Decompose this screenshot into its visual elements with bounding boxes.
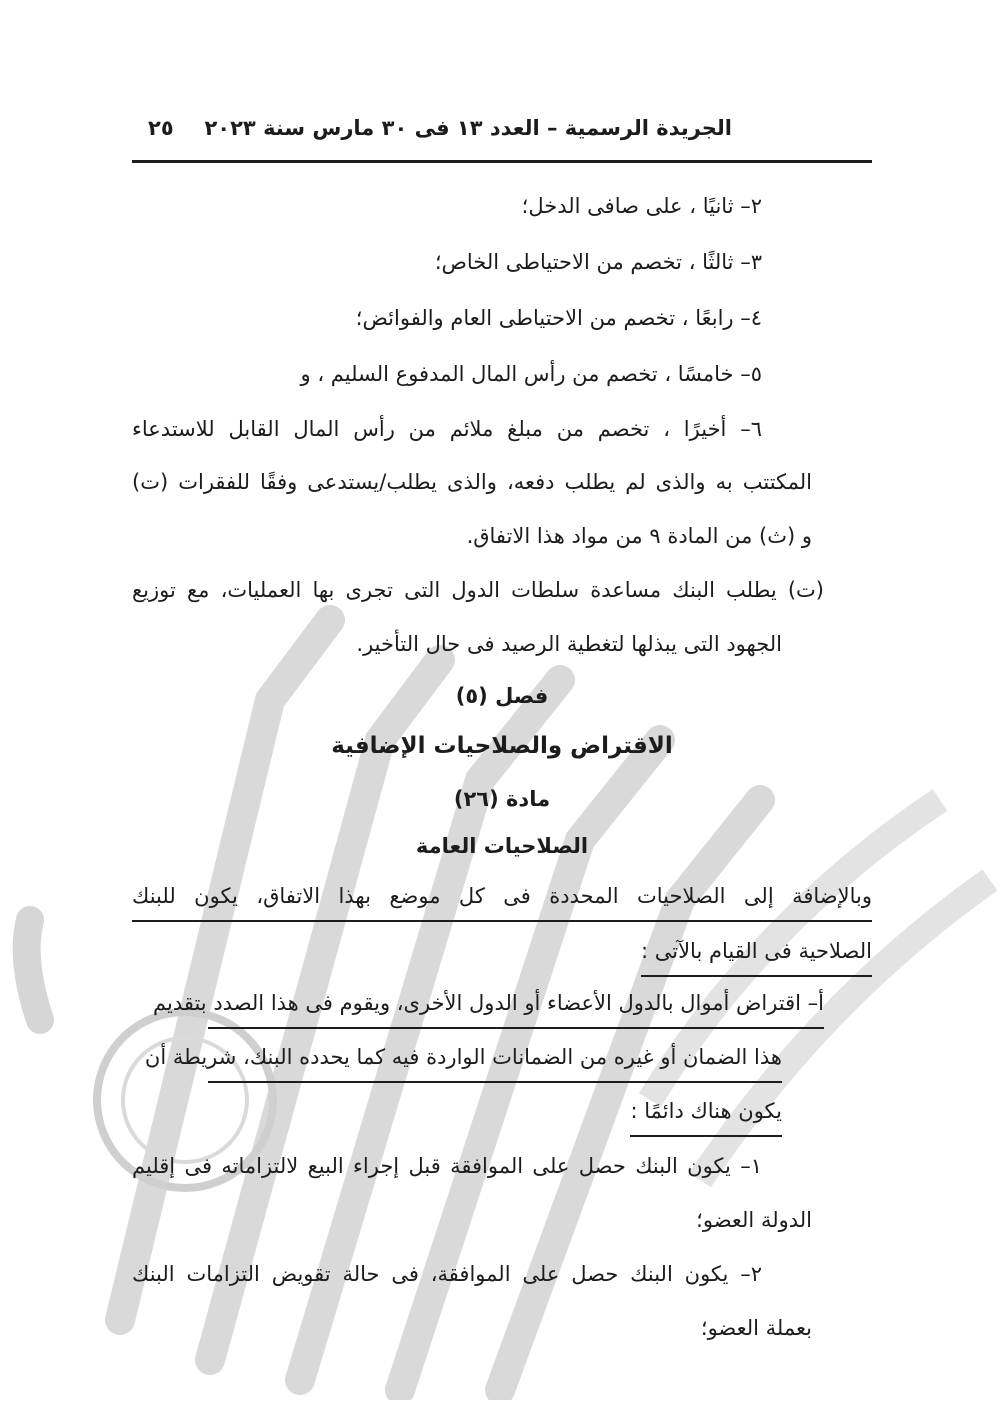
clause-a-continued: يكون هناك دائمًا :	[630, 1097, 782, 1137]
clause-a-continued: هذا الضمان أو غيره من الضمانات الواردة فيه كما يحدده البنك، شريطة أن	[208, 1043, 782, 1083]
paragraph-t-continued: الجهود التى يبذلها لتغطية الرصيد فى حال التأخير.	[356, 632, 782, 656]
sub-item: ١– يكون البنك حصل على الموافقة قبل إجراء البيع لالتزاماته فى إقليم	[132, 1154, 762, 1178]
gazette-title: الجريدة الرسمية – العدد ١٣ فى ٣٠ مارس سنة ٢٠٢٣	[204, 116, 732, 140]
clause-a: أ– اقتراض أموال بالدول الأعضاء أو الدول الأخرى، ويقوم فى هذا الصدد بتقديم	[208, 989, 824, 1029]
sub-item: ٢– يكون البنك حصل على الموافقة، فى حالة تقويض التزامات البنك	[132, 1262, 762, 1286]
chapter-title: الاقتراض والصلاحيات الإضافية	[331, 733, 673, 759]
sub-item-continued: بعملة العضو؛	[700, 1316, 812, 1340]
list-item: ٣– ثالثًا ، تخصم من الاحتياطى الخاص؛	[434, 250, 762, 274]
list-item: ٢– ثانيًا ، على صافى الدخل؛	[521, 194, 762, 218]
article-number: مادة (٢٦)	[453, 787, 551, 811]
paragraph-t: (ت) يطلب البنك مساعدة سلطات الدول التى تجرى بها العمليات، مع توزيع	[132, 578, 824, 602]
article-title: الصلاحيات العامة	[415, 834, 589, 858]
page-header	[132, 104, 872, 163]
page-number: ٢٥	[148, 116, 174, 140]
list-item-continued: و (ث) من المادة ٩ من مواد هذا الاتفاق.	[466, 524, 812, 548]
list-item: ٦– أخيرًا ، تخصم من مبلغ ملائم من رأس المال القابل للاستدعاء	[132, 417, 762, 441]
chapter-number: فصل (٥)	[455, 684, 549, 708]
list-item: ٥– خامسًا ، تخصم من رأس المال المدفوع السليم ، و	[300, 362, 762, 386]
list-item: ٤– رابعًا ، تخصم من الاحتياطى العام والفوائض؛	[355, 306, 762, 330]
list-item-continued: المكتتب به والذى لم يطلب دفعه، والذى يطلب/يستدعى وفقًا للفقرات (ت)	[132, 470, 812, 494]
intro-line: الصلاحية فى القيام بالآتى :	[641, 937, 872, 977]
sub-item-continued: الدولة العضو؛	[696, 1208, 812, 1232]
intro-line: وبالإضافة إلى الصلاحيات المحددة فى كل موضع بهذا الاتفاق، يكون للبنك	[132, 882, 872, 922]
